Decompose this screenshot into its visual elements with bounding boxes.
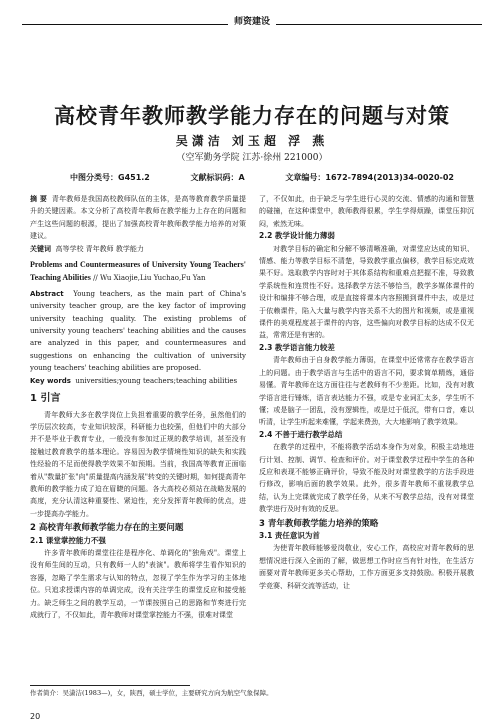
keywords-cn-label: 关键词 <box>30 244 51 253</box>
subsection-2-1-continuation: 了，不仅如此，由于缺乏与学生进行心灵的交流、情感的沟通和智慧的碰撞，在这种课堂中，教师教得很累，学生学得烦躁，课堂压抑沉闷，索然无味。 <box>259 195 474 228</box>
keywords-cn-text: 高等学校 青年教师 教学能力 <box>55 244 144 253</box>
section-3-heading: 3 青年教师教学能力培养的策略 <box>259 518 379 529</box>
subsection-3-1-heading: 3.1 责任意识为首 <box>259 530 320 540</box>
section-1-paragraph: 青年教师大多在教学岗位上负担着重要的教学任务，虽然他们的学历层次较高，专业知识较深，科研能力也较强，但他们中的大部分并不是毕业于教育专业，一般没有参加过正规的教学培训，甚至没有接触过教育教学的基本理论。容易因为教学情境性知识的缺失和实践性经验的不足而使得教学效果不如预期。当前，我国高等教育正面临着从"数量扩张"向"质量提高内涵发展"转变的关键时期，如何提高青年教师的教学能力成了迫在眉睫的问题。各大高校必须站在战略发展的高度，充分认清这种重要性、紧迫性，充分发挥青年教师的优点，进一步提高办学能力。 <box>30 410 246 518</box>
abstract-en <box>30 288 246 375</box>
right-column <box>259 193 474 592</box>
subsection-2-1-heading: 2.1 课堂掌控能力不强 <box>30 535 106 545</box>
english-authors: // Wu Xiaojie,Liu Yuchao,Fu Yan <box>93 274 206 283</box>
paper-authors: 吴潇洁 刘玉超 浮 燕 <box>175 134 329 148</box>
section-1-heading: 1 引言 <box>30 393 61 405</box>
abstract-en-label: Abstract <box>30 289 64 298</box>
english-title-block <box>30 258 246 285</box>
subsection-2-1-paragraph: 许多青年教师的课堂往往是程序化、单调化的"独角戏"。课堂上没有师生间的互动，只有教师一人的"表演"。教师将学生看作知识的容器，忽略了学生需求与认知的特点，忽视了学生作为学习的主体地位。只追求授课内容的单调完成，没有关注学生的课堂反应和接受能力。缺乏师生之间的教学互动，一节课按照自己的思路和节奏进行完成就行了，不仅如此，青年教师对课堂掌控能力不强，很难对课堂 <box>30 548 246 619</box>
subsection-2-4-heading: 2.4 不善于进行教学总结 <box>259 429 343 439</box>
subsection-2-2-paragraph: 对教学目标的确定和分解不够清晰准确，对课堂应达成的知识、情感、能力等教学目标不清楚，导致教学重点偏移，教学目标完成效果不好。选取教学内容时对于其体系结构和重难点把握不准，导致教学系统性和连贯性不好。选择教学方法不够恰当，教学多媒体课件的设计和编排不够合理，或是直接将课本内容照搬到课件中去，或是过于依赖课件，陷入大量与教学内容关系不大的图片和视频，或是重视课件的美观程度甚于课件的内容，这些偏向对教学目标的达成不仅无益，常常还是有害的。 <box>259 244 474 340</box>
clc-number: 中图分类号：G451.2 <box>70 173 150 182</box>
document-code: 文献标识码：A <box>190 173 245 182</box>
abstract-cn-label: 摘 要 <box>30 195 48 203</box>
english-title: Problems and Countermeasures of University Young Teachers' Teaching Abilities <box>30 260 246 283</box>
classification-line <box>70 172 454 183</box>
subsection-2-3-paragraph: 青年教师由于自身教学能力薄弱，在课堂中还常常存在教学语言上的问题。由于教学语言与生活中的语言不同，要求简单精炼，通俗易懂。青年教师在这方面往往与老教师有不少差距。比如，没有对教学语言进行锤炼，语言表达能力不强，或是专业词汇太多，学生听不懂；或是脑子一团乱，没有逻辑性，或是过于低沉，带有口音，难以听清，让学生听起来难懂，学起来费劲，大大地影响了教学效果。 <box>259 356 474 427</box>
abstract-en-text: Young teachers, as the main part of China's university teacher group, are the key factor of improving university teaching quality. The existing problems of university young teachers' teaching abilities and the causes are analyzed in this paper, and countermeasures and suggestions on enhancing the cultivation of university young teachers' teaching abilities are proposed. <box>30 289 247 373</box>
subsection-2-2-heading: 2.2 教学设计能力薄弱 <box>259 231 335 241</box>
subsection-3-1-paragraph: 为使青年教师能够爱岗敬业，安心工作，高校应对青年教师的思想情况进行深入全面的了解，做思想工作时应当有针对性，在生活方面要对青年教师更多关心帮助，工作方面更多支持鼓励。积极开展教学竞赛、科研交流等活动，让 <box>259 544 474 590</box>
keywords-en-label: Key words <box>30 376 71 385</box>
paper-title: 高校青年教师教学能力存在的问题与对策 <box>54 104 450 128</box>
subsection-2-3-heading: 2.3 教学语言能力较差 <box>259 342 335 352</box>
article-number: 文章编号：1672-7894(2013)34-0020-02 <box>285 173 454 182</box>
keywords-en-text: universities;young teachers;teaching abilities <box>75 376 238 385</box>
footnote-rule <box>30 685 190 686</box>
left-column <box>30 193 246 621</box>
header-section-label: 师资建设 <box>228 17 276 27</box>
abstract-cn <box>30 193 246 243</box>
author-footnote: 作者简介：吴潇洁(1983—)，女，陕西，硕士学位，主要研究方向为航空气象保障。 <box>30 689 273 697</box>
paper-affiliation: （空军勤务学院 江苏·徐州 221000） <box>176 153 328 163</box>
abstract-cn-text: 青年教师是我国高校教师队伍的主体，是高等教育教学质量提升的关键因素。本文分析了高校青年教师在教学能力上存在的问题和产生这些问题的根源，提出了加强高校青年教师教学能力培养的对策建议。 <box>30 195 247 241</box>
keywords-cn <box>30 243 246 255</box>
section-2-heading: 2 高校青年教师教学能力存在的主要问题 <box>30 523 184 534</box>
subsection-2-4-paragraph: 在教学的过程中，不能将教学活动本身作为对象，积极主动地进行计划、控制、调节、检查和评价。对于课堂教学过程中学生的各种反应和表现不能够正确评价，导致不能及时对课堂教学的方法手段进行修改，影响后面的教学效果。此外，很多青年教师不重视教学总结，认为上完课就完成了教学任务，从来不写教学总结，没有对课堂教学进行及时有效的反思。 <box>259 443 474 514</box>
page-number: 20 <box>30 712 41 721</box>
keywords-en <box>30 375 246 387</box>
